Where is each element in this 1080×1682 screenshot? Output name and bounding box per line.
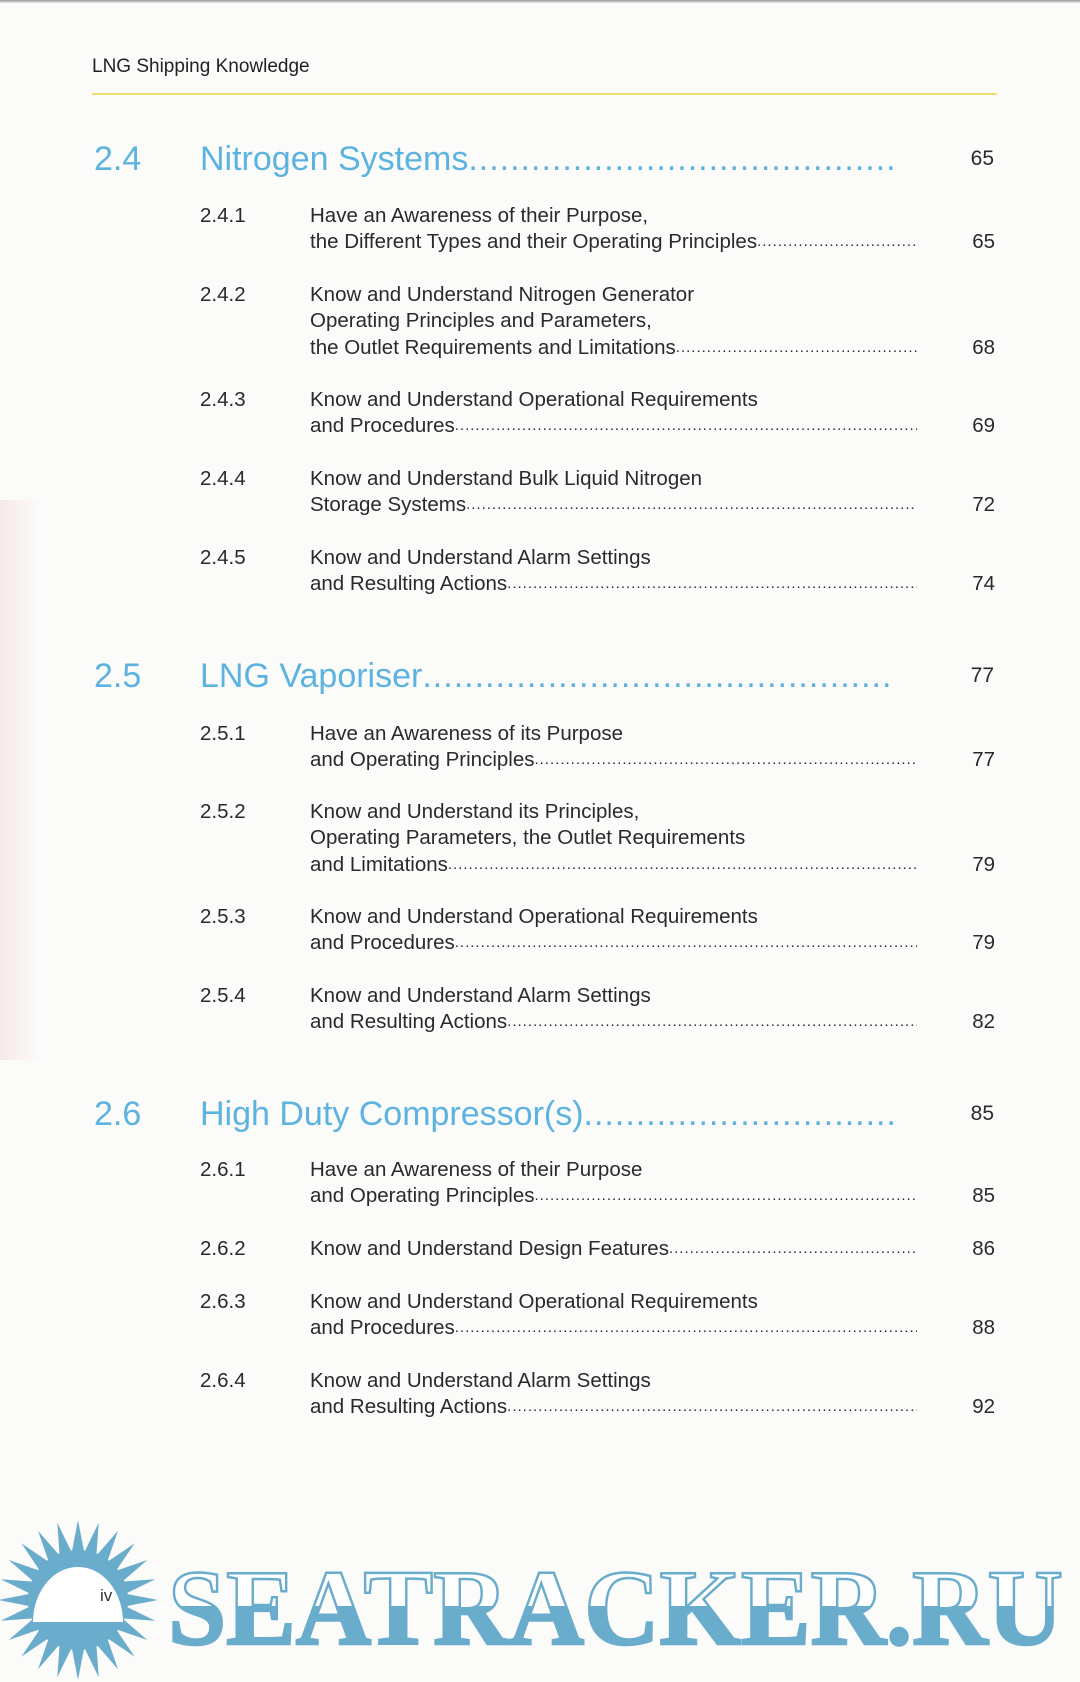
entry-page: 65 (972, 230, 995, 254)
entry-number: 2.5.3 (200, 905, 246, 928)
entry-title (310, 1157, 917, 1210)
entry-title (310, 983, 917, 1036)
entry-page: 68 (972, 335, 995, 359)
toc-entry[interactable] (200, 282, 995, 361)
section-title: Nitrogen Systems (200, 139, 469, 178)
entry-page: 72 (972, 493, 995, 517)
entry-title (310, 282, 917, 361)
entry-line: Have an Awareness of their Purpose (310, 1158, 643, 1181)
entry-line: and Resulting Actions (310, 1395, 508, 1419)
toc-entry[interactable] (200, 721, 995, 774)
dot-leader (466, 492, 917, 518)
section-heading[interactable] (94, 656, 994, 696)
toc-entry[interactable] (200, 1157, 995, 1210)
scan-edge (0, 0, 1080, 3)
section-heading[interactable] (94, 139, 994, 179)
entry-line: Know and Understand Design Features (310, 1237, 669, 1260)
section-title: High Duty Compressor(s) (200, 1094, 584, 1133)
section-heading[interactable] (94, 1094, 994, 1134)
sun-icon (0, 1520, 158, 1680)
dot-leader (507, 1009, 917, 1035)
dot-leader (455, 930, 917, 956)
entry-number: 2.4.5 (200, 546, 246, 569)
section-number: 2.4 (94, 139, 142, 178)
toc-entry[interactable] (200, 387, 995, 440)
page-number: iv (100, 1586, 113, 1605)
entry-number: 2.6.3 (200, 1290, 246, 1313)
entry-line: Know and Understand Operational Requirements (310, 905, 758, 928)
dot-leader (455, 413, 917, 439)
entry-title (310, 545, 917, 598)
toc-entry[interactable] (200, 983, 995, 1036)
entry-page: 77 (972, 748, 995, 772)
section-page: 85 (970, 1102, 994, 1125)
entry-title (310, 1236, 917, 1262)
entry-number: 2.5.1 (200, 722, 246, 745)
entry-title (310, 904, 917, 957)
entry-title (310, 1289, 917, 1342)
toc-entry[interactable] (200, 904, 995, 957)
entry-line: Know and Understand Alarm Settings (310, 984, 651, 1007)
entry-number: 2.5.4 (200, 984, 246, 1007)
entry-title (310, 799, 917, 878)
section-title-row (200, 140, 894, 179)
entry-number: 2.6.2 (200, 1237, 246, 1260)
entry-line: and Resulting Actions (310, 1010, 508, 1034)
entry-line: Operating Parameters, the Outlet Requirements (310, 826, 746, 850)
entry-number: 2.4.2 (200, 283, 246, 306)
section-number: 2.5 (94, 656, 142, 695)
dot-leader (507, 571, 917, 597)
section-number: 2.6 (94, 1094, 142, 1133)
entry-title (310, 721, 917, 774)
entry-line: and Limitations (310, 852, 448, 876)
entry-line: and Procedures (310, 931, 455, 955)
entry-number: 2.4.4 (200, 467, 246, 490)
section-page: 77 (970, 664, 994, 687)
section-title-row (200, 1095, 894, 1134)
entry-title (310, 203, 917, 256)
entry-line: and Resulting Actions (310, 572, 508, 596)
dot-leader (507, 1394, 917, 1420)
dot-leader (676, 335, 917, 361)
entry-number: 2.4.1 (200, 204, 246, 227)
dot-leader (468, 140, 894, 179)
toc-entry[interactable] (200, 1289, 995, 1342)
entry-page: 79 (972, 852, 995, 876)
entry-number: 2.4.3 (200, 388, 246, 411)
entry-line: Know and Understand Alarm Settings (310, 546, 651, 569)
entry-page: 92 (972, 1395, 995, 1419)
entry-title (310, 466, 917, 519)
section-title: LNG Vaporiser (200, 656, 423, 695)
entry-number: 2.6.4 (200, 1369, 246, 1392)
entry-number: 2.5.2 (200, 800, 246, 823)
entry-page: 79 (972, 931, 995, 955)
dot-leader (448, 852, 917, 878)
entry-line: Storage Systems (310, 493, 467, 517)
entry-page: 74 (972, 572, 995, 596)
dot-leader (535, 1183, 918, 1209)
entry-page: 86 (972, 1237, 995, 1260)
dot-leader (669, 1236, 917, 1262)
entry-line: the Outlet Requirements and Limitations (310, 335, 676, 359)
entry-title (310, 387, 917, 440)
entry-line: Know and Understand Operational Requirements (310, 388, 758, 411)
entry-line: Know and Understand Bulk Liquid Nitrogen (310, 467, 703, 490)
entry-line: Know and Understand its Principles, (310, 800, 640, 823)
dot-leader (422, 657, 894, 696)
entry-line: Know and Understand Nitrogen Generator (310, 283, 695, 306)
entry-number: 2.6.1 (200, 1158, 246, 1181)
entry-line: the Different Types and their Operating Principles (310, 230, 758, 254)
section-title-row (200, 657, 894, 696)
entry-line: and Operating Principles (310, 748, 535, 772)
entry-title (310, 1368, 917, 1421)
toc-entry[interactable] (200, 1368, 995, 1421)
entry-page: 69 (972, 414, 995, 438)
toc-entry[interactable] (200, 1236, 995, 1262)
entry-line: and Procedures (310, 414, 455, 438)
dot-leader (535, 747, 918, 773)
toc-entry[interactable] (200, 799, 995, 878)
toc-entry[interactable] (200, 203, 995, 256)
entry-line: Have an Awareness of its Purpose (310, 722, 623, 745)
entry-line: Know and Understand Operational Requirements (310, 1290, 758, 1313)
entry-line: Operating Principles and Parameters, (310, 309, 652, 333)
header-rule (92, 93, 997, 95)
entry-line: and Operating Principles (310, 1184, 535, 1208)
dot-leader (455, 1315, 917, 1341)
running-header: LNG Shipping Knowledge (92, 56, 310, 77)
entry-line: and Procedures (310, 1316, 455, 1340)
entry-line: Have an Awareness of their Purpose, (310, 204, 649, 227)
scan-shadow (0, 500, 40, 1060)
entry-page: 82 (972, 1010, 995, 1034)
dot-leader (757, 229, 917, 255)
entry-page: 85 (972, 1184, 995, 1208)
section-page: 65 (970, 147, 994, 170)
toc-entry[interactable] (200, 545, 995, 598)
seatracker-watermark-logo (0, 1520, 1080, 1682)
entry-line: Know and Understand Alarm Settings (310, 1369, 651, 1392)
dot-leader (584, 1095, 894, 1134)
toc-entry[interactable] (200, 466, 995, 519)
entry-page: 88 (972, 1316, 995, 1340)
watermark-text: SEATRACKER.RU (168, 1549, 1063, 1668)
